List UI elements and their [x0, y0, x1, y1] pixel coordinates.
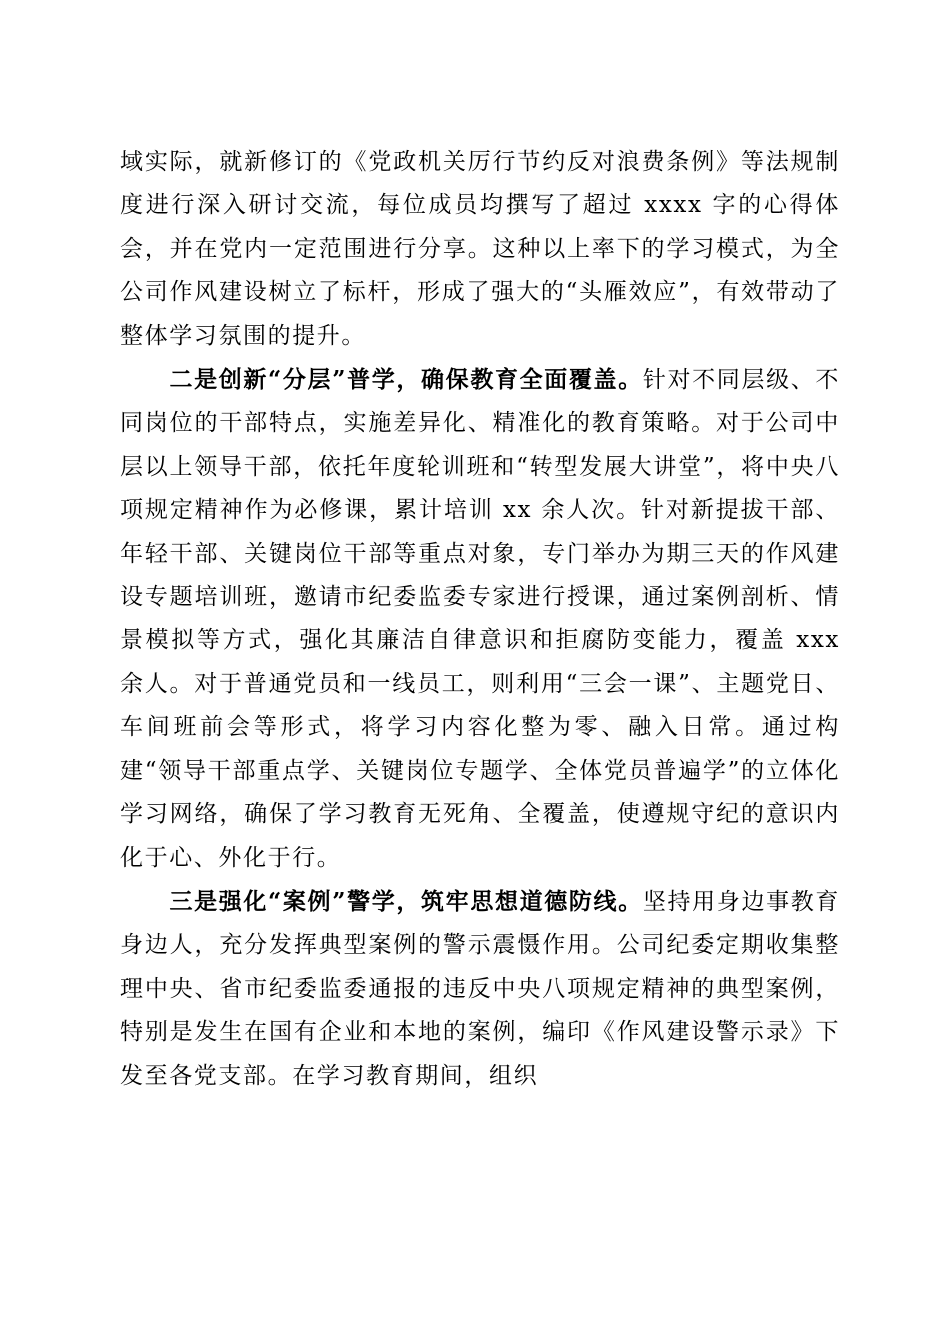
paragraph-body: 域实际，就新修订的《党政机关厉行节约反对浪费条例》等法规制度进行深入研讨交流，每位成员均撰写了超过 xxxx 字的心得体会，并在党内一定范围进行分享。这种以上率下的学习模式，为全公司作风建设树立了标杆，形成了强大的“头雁效应”，有效带动了整体学习氛围的提升。: [120, 149, 840, 349]
paragraph-lead: 二是创新“分层”普学，确保教育全面覆盖。: [169, 366, 643, 394]
paragraph-continuation: [120, 140, 840, 358]
paragraph-body: 针对不同层级、不同岗位的干部特点，实施差异化、精准化的教育策略。对于公司中层以上领导干部，依托年度轮训班和“转型发展大讲堂”，将中央八项规定精神作为必修课，累计培训 xx 余人次。针对新提拔干部、年轻干部、关键岗位干部等重点对象，专门举办为期三天的作风建设专题培训班，邀请市纪委监委专家进行授课，通过案例剖析、情景模拟等方式，强化其廉洁自律意识和拒腐防变能力，覆盖 xxx 余人。对于普通党员和一线员工，则利用“三会一课”、主题党日、车间班前会等形式，将学习内容化整为零、融入日常。通过构建“领导干部重点学、关键岗位专题学、全体党员普遍学”的立体化学习网络，确保了学习教育无死角、全覆盖，使遵规守纪的意识内化于心、外化于行。: [120, 367, 840, 871]
paragraph-lead: 三是强化“案例”警学，筑牢思想道德防线。: [169, 887, 643, 915]
paragraph-case-warning: [120, 880, 840, 1098]
paragraph-body: 坚持用身边事教育身边人，充分发挥典型案例的警示震慑作用。公司纪委定期收集整理中央、省市纪委监委通报的违反中央八项规定精神的典型案例，特别是发生在国有企业和本地的案例，编印《作风建设警示录》下发至各党支部。在学习教育期间，组织: [120, 888, 840, 1089]
body-text: [120, 140, 840, 1098]
paragraph-tiered-learning: [120, 358, 840, 880]
